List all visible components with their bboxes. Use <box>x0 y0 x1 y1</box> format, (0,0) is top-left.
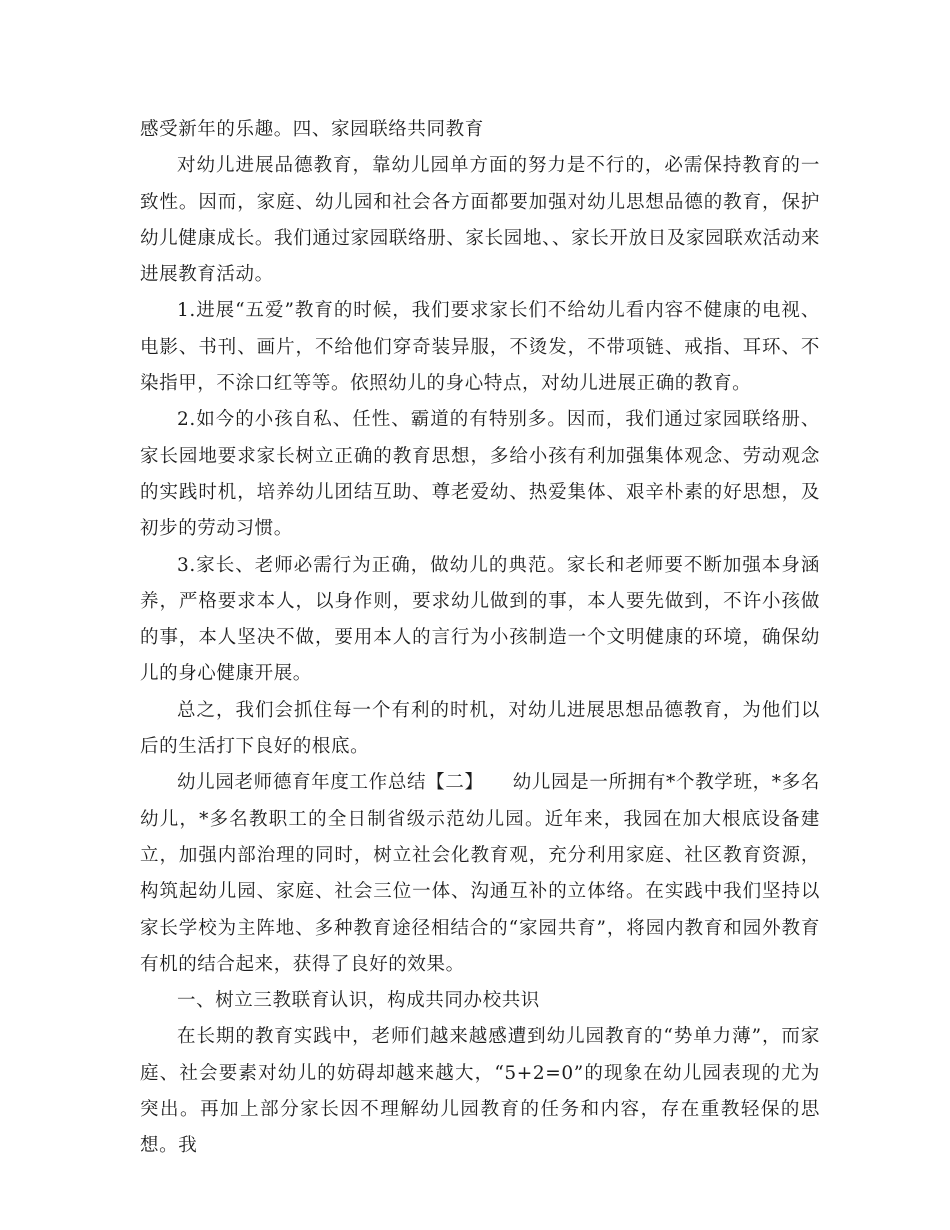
paragraph-long-term-practice: 在长期的教育实践中，老师们越来越感遭到幼儿园教育的“势单力薄”，而家庭、社会要素对幼儿的妨碍却越来越大，“5+2=0”的现象在幼儿园表现的尤为突出。再加上部分家长因不理解幼儿园教育的任务和内容，存在重教轻保的思想。我 <box>140 1026 820 1157</box>
paragraph-item-2: 2.如今的小孩自私、任性、霸道的有特别多。因而，我们通过家园联络册、家长园地要求家长树立正确的教育思想，多给小孩有利加强集体观念、劳动观念的实践时机，培养幼儿团结互助、尊老爱幼、热爱集体、艰辛朴素的好思想，及初步的劳动习惯。 <box>140 409 820 540</box>
paragraph-home-school-cooperation: 对幼儿进展品德教育，靠幼儿园单方面的努力是不行的，必需保持教育的一致性。因而，家庭、幼儿园和社会各方面都要加强对幼儿思想品德的教育，保护幼儿健康成长。我们通过家园联络册、家长园地、、家长开放日及家园联欢活动来进展教育活动。 <box>140 155 820 286</box>
section-heading-one: 一、树立三教联育认识，构成共同办校共识 <box>177 990 540 1012</box>
paragraph-item-1: 1.进展“五爱”教育的时候，我们要求家长们不给幼儿看内容不健康的电视、电影、书刊、画片，不给他们穿奇装异服，不烫发，不带项链、戒指、耳环、不染指甲，不涂口红等等。依照幼儿的身心特点，对幼儿进展正确的教育。 <box>140 300 820 395</box>
paragraph-summary-two: 幼儿园老师德育年度工作总结【二】 幼儿园是一所拥有*个教学班，*多名幼儿，*多名教职工的全日制省级示范幼儿园。近年来，我园在加大根底设备建立，加强内部治理的同时，树立社会化教育观，充分利用家庭、社区教育资源，构筑起幼儿园、家庭、社会三位一体、沟通互补的立体络。在实践中我们坚持以家长学校为主阵地、多种教育途径相结合的“家园共育”，将园内教育和园外教育有机的结合起来，获得了良好的效果。 <box>140 772 820 975</box>
document-body <box>140 112 820 1165</box>
paragraph-conclusion: 总之，我们会抓住每一个有利的时机，对幼儿进展思想品德教育，为他们以后的生活打下良好的根底。 <box>140 699 820 758</box>
paragraph-continuation: 感受新年的乐趣。四、家园联络共同教育 <box>140 119 484 140</box>
paragraph-item-3: 3.家长、老师必需行为正确，做幼儿的典范。家长和老师要不断加强本身涵养，严格要求本人，以身作则，要求幼儿做到的事，本人要先做到，不许小孩做的事，本人坚决不做，要用本人的言行为小孩制造一个文明健康的环境，确保幼儿的身心健康开展。 <box>140 554 820 685</box>
